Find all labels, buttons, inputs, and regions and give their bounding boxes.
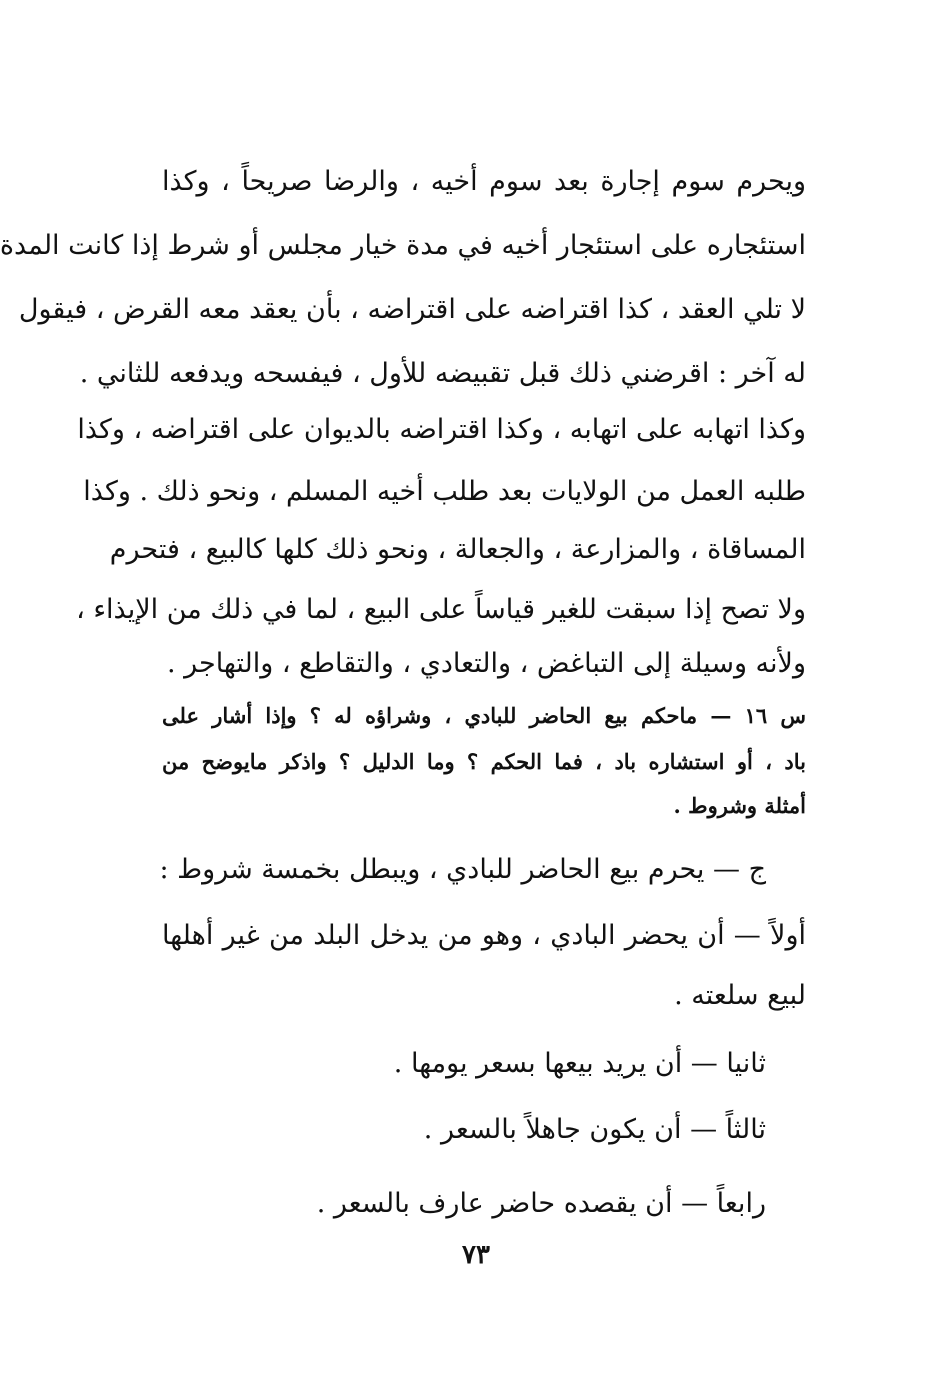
condition-first-line-2: لبيع سلعته . (674, 980, 806, 1011)
paragraph-line-4: له آخر : اقرضني ذلك قبل تقبيضه للأول ، فيفسحه ويدفعه للثاني . (79, 358, 806, 389)
condition-fourth: رابعاً — أن يقصده حاضر عارف بالسعر . (316, 1188, 766, 1219)
paragraph-line-5: وكذا اتهابه على اتهابه ، وكذا اقتراضه بالديوان على اقتراضه ، وكذا (77, 414, 806, 445)
paragraph-line-7: المساقاة ، والمزارعة ، والجعالة ، ونحو ذلك كلها كالبيع ، فتحرم (109, 534, 806, 565)
paragraph-line-1: ويحرم سوم إجارة بعد سوم أخيه ، والرضا صريحاً ، وكذا (162, 166, 806, 197)
paragraph-line-8: ولا تصح إذا سبقت للغير قياساً على البيع ، لما في ذلك من الإيذاء ، (76, 594, 806, 625)
paragraph-line-6: طلبه العمل من الولايات بعد طلب أخيه المسلم ، ونحو ذلك . وكذا (83, 476, 806, 507)
question-line-1: س ١٦ — ماحكم بيع الحاضر للبادي ، وشراؤه له ؟ وإذا أشار على (162, 703, 806, 728)
question-line-3: أمثلة وشروط . (673, 793, 806, 818)
paragraph-line-3: لا تلي العقد ، كذا اقتراضه على اقتراضه ، بأن يعقد معه القرض ، فيقول (18, 294, 806, 325)
condition-first-line-1: أولاً — أن يحضر البادي ، وهو من يدخل البلد من غير أهلها (162, 920, 806, 951)
paragraph-line-2: استئجاره على استئجار أخيه في مدة خيار مجلس أو شرط إذا كانت المدة (0, 230, 806, 261)
paragraph-line-9: ولأنه وسيلة إلى التباغض ، والتعادي ، والتقاطع ، والتهاجر . (166, 648, 806, 679)
question-line-2: باد ، أو استشاره باد ، فما الحكم ؟ وما الدليل ؟ واذكر مايوضح من (162, 749, 806, 774)
condition-third: ثالثاً — أن يكون جاهلاً بالسعر . (423, 1114, 766, 1145)
page-number: ٧٣ (462, 1240, 490, 1270)
answer-intro: ج — يحرم بيع الحاضر للبادي ، ويبطل بخمسة شروط : (159, 854, 766, 885)
condition-second: ثانيا — أن يريد بيعها بسعر يومها . (393, 1048, 766, 1079)
